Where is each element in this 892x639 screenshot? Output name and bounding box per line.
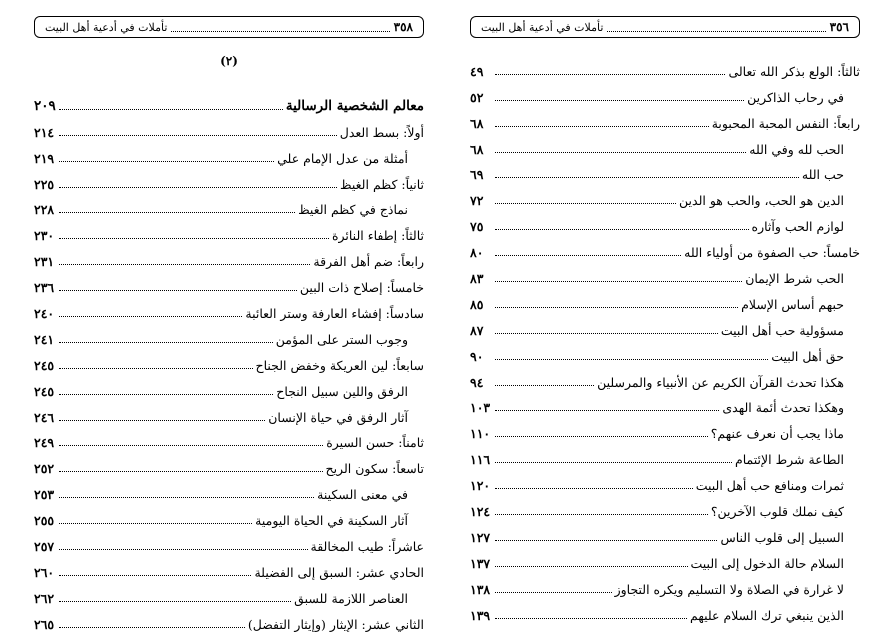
toc-entry-page: ٢٥٣	[34, 487, 55, 503]
toc-entry-page: ٥٢	[470, 89, 484, 105]
toc-entry	[470, 312, 860, 338]
left-page-header	[34, 16, 424, 38]
toc-entry-title: ثانياً: كظم الغيظ	[340, 176, 424, 192]
toc-entry	[34, 528, 424, 554]
toc-entry-title: ثامناً: حسن السيرة	[326, 435, 424, 451]
toc-entry-page: ٨٣	[470, 271, 484, 287]
toc-leader-dots	[59, 523, 252, 524]
toc-entry	[34, 192, 424, 218]
left-page	[34, 16, 424, 631]
toc-entry	[34, 243, 424, 269]
toc-leader-dots	[59, 394, 273, 395]
toc-entry-page: ٢٣٠	[34, 228, 55, 244]
toc-entry-title: ثالثاً: إطفاء النائرة	[331, 228, 424, 244]
toc-leader-dots	[59, 497, 314, 498]
toc-leader-dots	[495, 436, 708, 437]
toc-leader-dots	[495, 126, 709, 127]
toc-leader-dots	[59, 238, 329, 239]
toc-entry	[34, 295, 424, 321]
toc-entry-page: ٢٦٢	[34, 590, 55, 606]
toc-entry-title: الدين هو الحب، والحب هو الدين	[679, 193, 844, 209]
toc-entry-page: ١٢٤	[470, 504, 491, 520]
left-running-title: تأملات في أدعية أهل البيت	[45, 20, 168, 34]
toc-entry-page: ١٠٣	[470, 400, 491, 416]
toc-entry-title: معالم الشخصية الرسالية	[285, 97, 424, 114]
toc-entry	[470, 53, 860, 79]
toc-entry-title: الحب لله وفي الله	[749, 141, 844, 157]
toc-entry-page: ٢٤٠	[34, 306, 55, 322]
toc-entry	[34, 580, 424, 606]
right-page-header	[470, 16, 860, 38]
toc-entry	[470, 234, 860, 260]
toc-entry-title: أمثلة من عدل الإمام علي	[277, 150, 408, 166]
toc-leader-dots	[59, 264, 310, 265]
toc-leader-dots	[495, 566, 688, 567]
toc-leader-dots	[59, 290, 297, 291]
toc-entry-title: السلام حالة الدخول إلى البيت	[690, 555, 844, 571]
toc-entry	[470, 131, 860, 157]
toc-entry-page: ٦٨	[470, 141, 484, 157]
toc-leader-dots	[495, 618, 687, 619]
toc-entry-title: الحب شرط الإيمان	[745, 271, 844, 287]
toc-leader-dots	[495, 540, 717, 541]
toc-entry-title: ثمرات ومنافع حب أهل البيت	[695, 478, 844, 494]
toc-entry	[470, 260, 860, 286]
toc-entry-page: ٩٠	[470, 348, 484, 364]
toc-leader-dots	[495, 229, 749, 230]
toc-leader-dots	[495, 74, 725, 75]
toc-entry-page: ١٣٧	[470, 555, 491, 571]
toc-entry-page: ٢٤٦	[34, 409, 55, 425]
toc-entry	[470, 182, 860, 208]
toc-entry-title: آثار السكينة في الحياة اليومية	[255, 513, 408, 529]
toc-entry	[34, 217, 424, 243]
toc-entry-page: ١٣٨	[470, 581, 491, 597]
toc-entry	[470, 597, 860, 623]
toc-leader-dots	[59, 161, 274, 162]
toc-entry-page: ٢٥٥	[34, 513, 55, 529]
left-subheading: (٢)	[220, 54, 238, 68]
toc-entry	[34, 166, 424, 192]
toc-entry-page: ٢١٤	[34, 124, 55, 140]
toc-entry	[34, 140, 424, 166]
toc-leader-dots	[59, 187, 337, 188]
toc-leader-dots	[495, 203, 676, 204]
toc-leader-dots	[495, 307, 738, 308]
left-running-title-group	[45, 21, 394, 34]
toc-entry	[34, 450, 424, 476]
toc-leader-dots	[495, 488, 693, 489]
right-running-title: تأملات في أدعية أهل البيت	[481, 20, 604, 34]
toc-leader-dots	[495, 152, 746, 153]
toc-entry	[470, 415, 860, 441]
toc-entry-title: وهكذا تحدث أئمة الهدى	[722, 400, 844, 416]
toc-entry	[34, 114, 424, 140]
right-toc-list	[470, 53, 860, 623]
toc-entry-page: ٢٠٩	[34, 97, 56, 114]
toc-entry-page: ٩٤	[470, 374, 484, 390]
toc-entry-title: السبيل إلى قلوب الناس	[720, 529, 844, 545]
toc-entry	[470, 571, 860, 597]
toc-entry-title: أولاً: بسط العدل	[339, 124, 424, 140]
toc-entry-page: ٢١٩	[34, 150, 55, 166]
toc-entry-page: ٢٤٥	[34, 357, 55, 373]
toc-entry	[34, 373, 424, 399]
toc-entry	[470, 493, 860, 519]
toc-leader-dots	[495, 385, 594, 386]
toc-entry-page: ٢٢٨	[34, 202, 55, 218]
toc-entry	[470, 390, 860, 416]
toc-leader-dots	[495, 281, 742, 282]
toc-entry-title: في رحاب الذاكرين	[747, 89, 844, 105]
toc-entry	[470, 286, 860, 312]
toc-entry-title: لوازم الحب وآثاره	[751, 219, 844, 235]
toc-entry-title: رابعاً: ضم أهل الفرقة	[313, 254, 424, 270]
toc-entry-title: الثاني عشر: الإيثار (وإيثار التفضل)	[247, 616, 424, 632]
toc-entry-page: ٢٤١	[34, 331, 55, 347]
toc-entry-title: سادساً: إفشاء العارفة وستر العائبة	[245, 306, 424, 322]
toc-entry-page: ٢٥٧	[34, 539, 55, 555]
toc-leader-dots	[495, 462, 732, 463]
toc-leader-dots	[495, 100, 744, 101]
toc-leader-dots	[495, 359, 768, 360]
toc-entry-page: ٧٥	[470, 219, 484, 235]
toc-entry-page: ٢٤٥	[34, 383, 55, 399]
toc-entry-title: حب الله	[801, 167, 844, 183]
toc-entry-page: ٦٨	[470, 115, 484, 131]
toc-leader-dots	[495, 592, 612, 593]
toc-entry-page: ١١٠	[470, 426, 491, 442]
left-toc-list	[34, 88, 424, 632]
toc-entry	[470, 105, 860, 131]
toc-entry-page: ٢٣٦	[34, 280, 55, 296]
toc-entry-page: ١٢٧	[470, 529, 491, 545]
toc-entry	[34, 269, 424, 295]
toc-entry-page: ١٣٩	[470, 607, 491, 623]
toc-entry	[470, 208, 860, 234]
toc-entry-page: ٨٧	[470, 322, 484, 338]
toc-leader-dots	[59, 109, 283, 110]
toc-entry-title: الذين ينبغي ترك السلام عليهم	[690, 607, 844, 623]
toc-entry-page: ٧٢	[470, 193, 484, 209]
toc-entry-title: في معنى السكينة	[317, 487, 408, 503]
toc-leader-dots	[59, 471, 323, 472]
right-page	[470, 16, 860, 631]
toc-leader-dots	[59, 601, 291, 602]
toc-entry-page: ٢٢٥	[34, 176, 55, 192]
toc-entry	[34, 399, 424, 425]
toc-entry-title: هكذا تحدث القرآن الكريم عن الأنبياء والمرسلين	[597, 374, 844, 390]
header-leader-dots	[171, 23, 389, 32]
toc-entry-title: وجوب الستر على المؤمن	[275, 331, 408, 347]
toc-entry-title: تاسعاً: سكون الريح	[325, 461, 424, 477]
toc-entry	[34, 606, 424, 632]
toc-entry-title: الحادي عشر: السبق إلى الفضيلة	[254, 564, 424, 580]
toc-entry-title: الطاعة شرط الإئتمام	[734, 452, 844, 468]
toc-entry-title: لا غرارة في الصلاة ولا التسليم ويكره التجاوز	[614, 581, 844, 597]
toc-leader-dots	[59, 316, 242, 317]
toc-entry-title: حبهم أساس الإسلام	[741, 296, 844, 312]
toc-entry	[470, 545, 860, 571]
toc-leader-dots	[495, 514, 708, 515]
toc-entry-page: ١١٦	[470, 452, 491, 468]
toc-entry	[470, 441, 860, 467]
toc-entry-title: حق أهل البيت	[771, 348, 844, 364]
toc-entry-page: ٤٩	[470, 63, 484, 79]
toc-entry-title: الرفق واللين سبيل النجاح	[276, 383, 408, 399]
toc-entry-title: نماذج في كظم الغيظ	[298, 202, 408, 218]
left-page-number: ٣٥٨	[393, 20, 413, 34]
right-running-title-group	[481, 21, 830, 34]
toc-entry-page: ٨٠	[470, 245, 484, 261]
toc-entry-title: مسؤولية حب أهل البيت	[720, 322, 844, 338]
toc-entry-page: ٢٥٢	[34, 461, 55, 477]
right-page-number: ٣٥٦	[829, 20, 849, 34]
toc-leader-dots	[59, 627, 245, 628]
toc-entry-title: خامساً: إصلاح ذات البين	[299, 280, 424, 296]
toc-entry	[34, 347, 424, 373]
toc-entry	[470, 157, 860, 183]
toc-entry	[34, 554, 424, 580]
header-leader-dots	[607, 23, 825, 32]
toc-entry-title: خامساً: حب الصفوة من أولياء الله	[684, 245, 860, 261]
toc-entry-title: العناصر اللازمة للسبق	[294, 590, 408, 606]
toc-entry-title: ماذا يجب أن نعرف عنهم؟	[710, 426, 844, 442]
toc-leader-dots	[495, 410, 719, 411]
toc-entry	[470, 467, 860, 493]
toc-entry-page: ١٢٠	[470, 478, 491, 494]
toc-leader-dots	[59, 445, 323, 446]
toc-leader-dots	[59, 342, 273, 343]
toc-entry-page: ٢٣١	[34, 254, 55, 270]
toc-entry	[34, 321, 424, 347]
toc-entry-page: ٢٤٩	[34, 435, 55, 451]
toc-leader-dots	[59, 368, 253, 369]
toc-leader-dots	[59, 549, 308, 550]
toc-entry	[470, 338, 860, 364]
toc-leader-dots	[59, 420, 265, 421]
toc-entry-page: ٢٦٠	[34, 564, 55, 580]
toc-leader-dots	[59, 575, 251, 576]
toc-entry-title: عاشراً: طيب المخالقة	[310, 539, 424, 555]
toc-leader-dots	[495, 333, 718, 334]
toc-entry	[470, 79, 860, 105]
toc-entry	[34, 425, 424, 451]
toc-entry-title: رابعاً: النفس المحبة المحبوبة	[711, 115, 860, 131]
toc-entry	[34, 476, 424, 502]
toc-entry	[34, 88, 424, 114]
toc-entry-title: كيف نملك قلوب الآخرين؟	[710, 504, 844, 520]
toc-entry	[470, 519, 860, 545]
toc-entry-title: ثالثاً: الولع بذكر الله تعالى	[728, 63, 860, 79]
toc-leader-dots	[59, 212, 295, 213]
toc-leader-dots	[495, 177, 799, 178]
toc-entry-page: ٦٩	[470, 167, 484, 183]
toc-leader-dots	[495, 255, 681, 256]
toc-entry	[34, 502, 424, 528]
toc-entry	[470, 364, 860, 390]
toc-entry-page: ٢٦٥	[34, 616, 55, 632]
toc-leader-dots	[59, 135, 337, 136]
toc-entry-page: ٨٥	[470, 296, 484, 312]
toc-entry-title: سابعاً: لين العريكة وخفض الجناح	[255, 357, 424, 373]
toc-entry-title: آثار الرفق في حياة الإنسان	[268, 409, 408, 425]
